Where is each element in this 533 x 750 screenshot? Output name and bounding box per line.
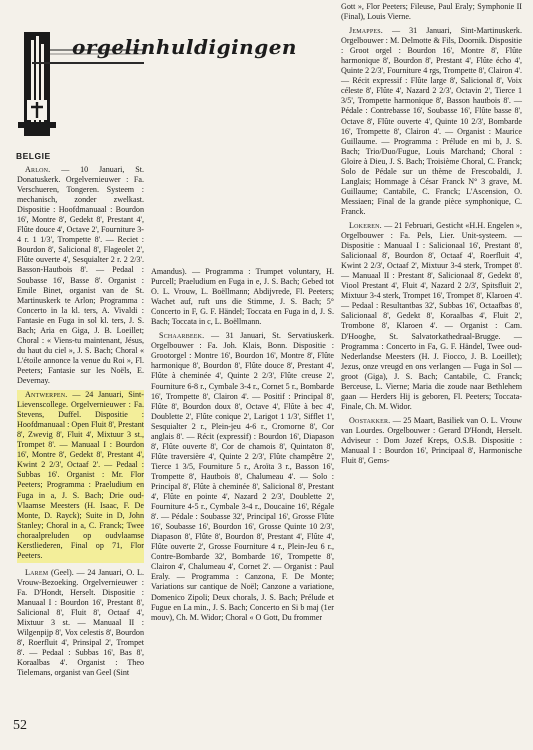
entry-antwerpen (17, 390, 144, 561)
place-name: Larem (25, 567, 49, 577)
entry-larem (17, 568, 144, 679)
column-2 (151, 2, 334, 627)
entry-text: Gott », Flor Peeters; Fileuse, Paul Eraly; Symphonie II (Final), Louis Vierne. (341, 2, 522, 22)
banner-rule (32, 62, 144, 64)
place-name: Antwerpen. (25, 390, 68, 400)
page-number: 52 (13, 718, 27, 733)
entry-text: — 25 Maart, Basiliek van O. L. Vrouw van Lourdes. Orgelbouwer : Gerard D'Hondt, Herselt. Adviseur : Dom Jozef Kreps, O.S.B. Dispositie : Manuaal I : Bourdon 16', Principaal 8', Harmonische Fluit 8', Gems- (341, 415, 522, 466)
entry-schaarbeek (151, 331, 334, 622)
entry-text: — 31 Januari, Sint-Martinuskerk. Orgelbouwer : M. Delmotte & Fils, Doornik. Dispositie : Groot orgel : Bourdon 16', Montre 8', Flûte harmonique 8', Bourdon 8', Prestant 4', Flûte écho 4', Quinte 2 2/3', Fourniture 4 rgs, Trompette 8', Clairon 4'. — Récit expressif : Flûte large 8', Salicional 8', Voix céleste 8', Flûte 4', Nazard 2 2/3', Octavin 2', Tierce 1 3/5', Trompette harmonique 8', Basson hautbois 8'. — Pédale : Contrebasse 16', Soubasse 16', Flûte basse 8', Octave 8', Flûte ouverte 4', Quinte 10 2/3', Bombarde 16', Trompette 8', Clairon 4'. — Organist : Maurice Guillaume. — Programma : Prélude en mi b, J. S. Bach; Trio/Duo/Fugue, Louis Marchand; Choral : Gloire à Dieu, J. S. Bach; Troisième Choral, C. Franck; Solo de Pédale sur un thème de Frescobaldi, J. Langlais; Hommage à César Franck N° 3 grave, M. Guillaume; Cantabile, C. Franck; L'Ascension, O. Messiaen; Final de la grande pièce symphonique, C. Franck. (341, 26, 522, 216)
highlighted-entry (17, 390, 144, 563)
entry-text: Amandus). — Programma : Trumpet voluntary, H. Purcell; Praeludium en Fuga in e, J. S. Bach; Gebed tot O. L. Vrouw, L. Boëllmann; Abdijvrede, Fl. Peeters; Wachet auf, ruft uns die Stimme, J. S. Bach; 5° Concerto in F, G. F. Händel; Toccata en Fuga in d, J. S. Bach; Toccata in c, L. Boëllmann. (151, 267, 334, 327)
place-name: Arlon. (25, 165, 51, 174)
entry-gott-continued (341, 2, 522, 22)
place-name: Schaarbeek. (159, 331, 205, 341)
entry-text: — 10 Januari, St. Donatuskerk. Orgelvernieuwer : Fa. Verschueren, Tongeren. Systeem : mechanisch, zonder zwelkast. Dispositie : Hoofdmanuaal : Bourdon 16', Montre 8', Gedekt 8', Prestant 4', Flûte douce 4', Octave 2', Fourniture 3-4 r. 1 1/3', Trompette 8'. — Reciet : Bourdon 8', Salicional 8', Flageolet 2', Flûte ouverte 4', Sesquialter 2 r. 2 2/3'. Basson-Hautbois 8'. — Pedaal : Soubasse 16', Basse 8'. Organist : Emile Binet, organist van de St. Martinuskerk te Arlon; Programma : Concerto in la kl. ters, A. Vivaldi : Fantasie en Fuga in sol kl. ters, J. S. Bach; Aria en Giga, J. B. Loeillet; Choral : « Viens-tu maintenant, Jésus, du haut du ciel », J. S. Bach; Choral « L'étoile annonce la venue du Roi », Fl. Peeters; Fantasie sur les Noëls, E. Devernay. (17, 165, 144, 385)
entry-jemappes (341, 26, 522, 217)
entry-text: — 31 Januari, St. Servatiuskerk. Orgelbouwer : Fa. Joh. Klais, Bonn. Dispositie : Grootorgel : Montre 16', Bourdon 16', Montre 8', Flûte harmonique 8', Bourdon 8', Flûte douce 8', Prestant 4', Flûte à cheminée 4', Quinte 2 2/3', Flûte creuse 2', Fourniture 6-8 r., Cymbale 3-4 r., Cornet 5 r., Bombarde 16', Trompette 8', Clairon 4'. — Positif : Principal 8', Flûte 8', Bourdon doux 8', Octave 4', Flûte à bec 4', Doublette 2', Flûte conique 2', Larigot 1 1/3', Sifflet 1', Sesquialter 2 r., Plein-jeu 4-6 r., Cromorne 8', Cor anglais 8'. — Récit (expressif) : Bourdon 16', Diapason 8', Flûte ouverte 8', Cor de chamois 8', Quintaton 8', Flûte traversière 4', Quinte 2 2/3', Flûte champêtre 2', Tierce 1 3/5, Fourniture 5 r., Aroïta 3 r., Basson 16', Trompette 8', Hautbois 8', Chalumeau 4'. — Solo : Principal 8', Flûte à cheminée 8', Salicional 8', Prestant 4', Flûte en pointe 4', Nazard 2 2/3', Doublette 2', Fourniture 4-5 r., Cymbale 3-4 r., Doucaine 16', Régale 8'. — Pédale : Soubasse 32', Principal 16', Grosse Flûte 16', Soubasse 16', Bourdon 16', Grosse Quinte 10 2/3', Diapason 8', Flûte 8', Bourdon 8', Prestant 4', Flûte 4', Flûte ouverte 2', Grosse Fourniture 4 r., Plein-Jeu 6 r., Contre-Bombarde 32', Bombarde 16', Trompette 8', Clairon 4', Chalumeau 4', Cornet 2'. — Organist : Paul Eraly. — Programma : Canzona, F. De Monte; Variations sur cantique de Noël; Canzone a variatione, Domenico Zipoli; Deux chorals, J. S. Bach; Prélude et Fugue en La min., J. S. Bach; Concerto en Si b maj (1er mouv), Ch. M. Widor; Choral « O Gott, Du frommer (151, 331, 334, 622)
entry-arlon (17, 165, 144, 386)
entry-text: (Geel). — 24 Januari, O. L. Vrouw-Bezoeking. Orgelvernieuwer : Fa. D'Hondt, Herselt. Dispositie : Manuaal I : Bourdon 16', Prestant 8', Salicional 8', Fluit 8', Octaaf 4', Mixtuur 3 st. — Manuaal II : Wilgenpijp 8', Vox celestis 8', Bourdon 8', Roerfluit 4', Prinsipal 2', Trompet 8'. — Pedaal : Subbas 16', Bas 8', Koraalbas 4'. Organist : Theo Tielemans, organist van Geel (Sint (17, 567, 144, 678)
column-3 (341, 2, 522, 470)
banner-title: orgelinhuldigingen (72, 35, 297, 59)
entry-amandus-continued (151, 267, 334, 327)
entry-text: — 21 Februari, Gesticht «H.H. Engelen », Orgelbouwer : Fa. Pels, Lier. Unit-systeem. — Dispositie : Manuaal I : Salicionaal 16', Prestant 8', Salicionaal 8', Bourdon 8', Octaaf 4', Roerfluit 4', Kwint 2 2/3', Octaaf 2', Mixtuur 3-4 sterk, Trompet 8'. — Manuaal II : Prestant 8', Salicionaal 8', Gedekt 8', Viool Prestant 4', Fluit 4', Nazard 2 2/3', Spitsfluit 2', Mixtuur 3-4 sterk, Trompet 16', Trompet 8', Klaroen 4'. — Pedaal : Resultantbas 32', Subbas 16', Octaafbas 8', Salicionaal 8', Gedekt 8', Koraalbas 4', Fluit 2', Trombone 8', Klaroen 4'. — Organist : Cam. D'Hooghe, St. Salvatorkathedraal-Brugge. — Programma : Concerto in Fa, G. F. Händel, Twee oud-Nederlandse Meesters (H. J. Fiocco, J. B. Loeillet); Jezus, onze vreugd en ons verlangen — Fuga in Sol — groot (Giga), J. S. Bach; Cantabile, C. Franck; Berceuse, L. Vierne; Maria die zoude naar Bethlehem gaan — Herders Hij is geboren, Fl. Peeters; Toccata-Finale, Ch. M. Widor. (341, 220, 522, 411)
entry-oostakker (341, 416, 522, 466)
place-name: Jemappes. (349, 26, 383, 36)
entry-lokeren (341, 221, 522, 412)
place-name: Oostakker. (349, 415, 391, 425)
section-heading: BELGIE (16, 151, 51, 161)
entry-text: — 24 Januari, Sint-Lievenscollege. Orgelvernieuwer : Fa. Stevens, Duffel. Dispositie : Hoofdmanuaal : Open Fluit 8', Prestant 8', Zwevig 8', Fluit 4', Mixtuur 3 st., Trompet 8'. — Manuaal I : Bourdon 16', Montre 8', Gedekt 8', Prestant 4', Kwint 2 2/3', Octaaf 2'. — Pedaal : Subbas 16'. Organist : Mr. Flor Peeters; Programma : Praeludium en Fuga in a, J. S. Bach; Drie oud-Vlaamse Meesters (H. Isaac, F. De Monte, D. Rayck); Suite in D, John Stanley; Choral in a, C. Franck; Twee choraalpreluden op oudvlaamse Kerstliederen, Final op 71, Flor Peeters. (17, 390, 144, 560)
column-1 (17, 155, 144, 682)
place-name: Lokeren. (349, 220, 382, 230)
